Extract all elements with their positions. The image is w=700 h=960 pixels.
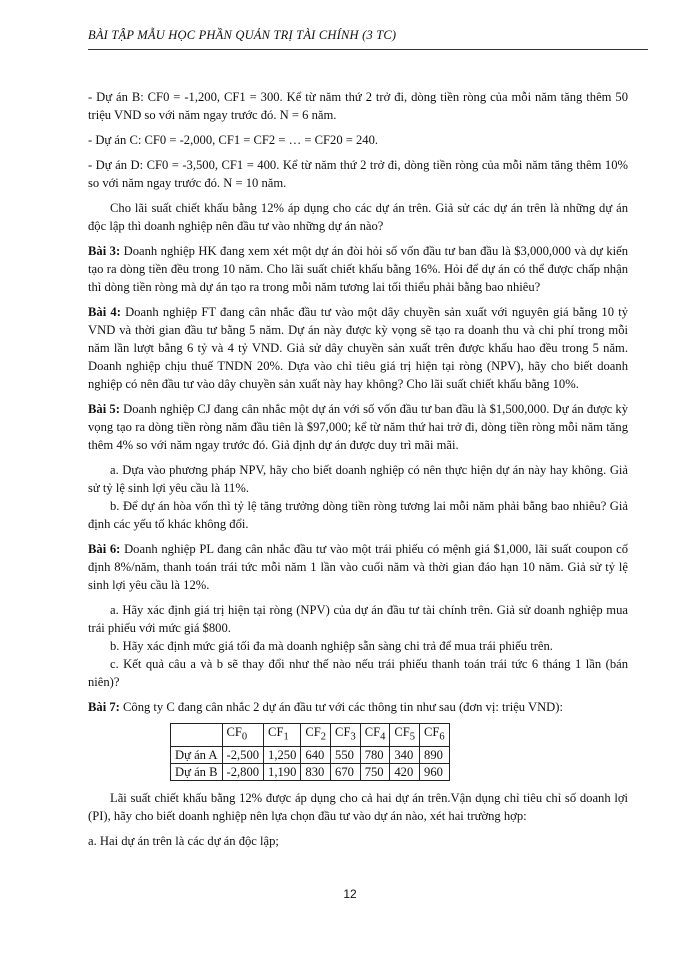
page-number: 12 [343,887,357,901]
table-cell: -2,800 [222,763,264,780]
table-header-cell: $CF_0$ [222,724,264,747]
table-corner-cell [171,724,223,747]
table-cell: 890 [420,746,450,763]
table-cell: 750 [360,763,390,780]
table-cell: 670 [331,763,361,780]
exercise-4 [88,303,628,393]
exercise-3-text: Doanh nghiệp HK đang xem xét một dự án đòi hỏi số vốn đầu tư ban đầu là $3,000,000 và dự kiến tạo ra dòng tiền đều trong 10 năm. Cho lãi suất chiết khấu bằng 16%. Hỏi để dự án có thể được chấp nhận thì dòng tiền ròng mà dự án tạo ra trong mỗi năm tương lai tối thiểu phải bằng bao nhiêu? [88,244,628,294]
table-cell: 780 [360,746,390,763]
exercise-7-case-a: a. Hai dự án trên là các dự án độc lập; [88,833,279,848]
exercise-4-label: Bài 4: [88,305,121,319]
exercise-5-item-a: a. Dựa vào phương pháp NPV, hãy cho biết doanh nghiệp có nên thực hiện dự án này hay không. Giả sử tỷ lệ sinh lợi yêu cầu là 11%. [88,463,628,495]
exercise-5-label: Bài 5: [88,402,120,416]
table-cell: 640 [301,746,331,763]
table-row [171,763,450,780]
exercise-6-label: Bài 6: [88,542,121,556]
exercise-6-item-b: b. Hãy xác định mức giá tối đa mà doanh nghiệp sẵn sàng chi trả để mua trái phiếu trên. [110,639,553,653]
exercise-5-text: Doanh nghiệp CJ đang cân nhắc một dự án với số vốn đầu tư ban đầu là $1,500,000. Dự án được kỳ vọng tạo ra dòng tiền ròng năm đầu tiên là $97,000; kể từ năm thứ hai trở đi, dòng tiền ròng mỗi năm tăng thêm 4% so với năm ngay trước đó. Giả định dự án được duy trì mãi mãi. [88,402,628,452]
table-header-cell: $CF_2$ [301,724,331,747]
project-d: - Dự án D: CF0 = -3,500, CF1 = 400. Kể từ năm thứ 2 trở đi, dòng tiền ròng của mỗi năm tăng thêm 10% so với năm ngay trước đó. N = 10 năm. [88,158,628,190]
exercise-5 [88,400,628,454]
cashflow-table [170,723,450,781]
exercise-3 [88,242,628,296]
table-row-label: Dự án B [171,763,223,780]
exercise-7-label: Bài 7: [88,700,120,714]
table-header-cell: $CF_5$ [390,724,420,747]
table-cell: 960 [420,763,450,780]
table-cell: 420 [390,763,420,780]
table-row [171,746,450,763]
exercise-6-item-c: c. Kết quả câu a và b sẽ thay đổi như thế nào nếu trái phiếu thanh toán trái tức 6 tháng 1 lần (bán niên)? [88,657,628,689]
exercise-7 [88,698,628,716]
exercise-6-item-a: a. Hãy xác định giá trị hiện tại ròng (NPV) của dự án đầu tư tài chính trên. Giả sử doanh nghiệp mua trái phiếu với mức giá $800. [88,603,628,635]
exercise-7-text: Công ty C đang cân nhắc 2 dự án đầu tư với các thông tin như sau (đơn vị: triệu VND): [119,700,563,714]
table-cell: 830 [301,763,331,780]
table-header-cell: $CF_1$ [264,724,301,747]
exercise-6 [88,540,628,594]
table-cell: -2,500 [222,746,264,763]
exercise-7-question: Lãi suất chiết khấu bằng 12% được áp dụng cho cả hai dự án trên.Vận dụng chỉ tiêu chỉ số doanh lợi (PI), hãy cho biết doanh nghiệp nên lựa chọn đầu tư vào dự án nào, xét hai trường hợp: [88,790,628,823]
exercise-conclusion: Cho lãi suất chiết khấu bằng 12% áp dụng cho các dự án trên. Giả sử các dự án trên là những dự án độc lập thì doanh nghiệp nên đầu tư vào những dự án nào? [88,201,628,233]
page-header: BÀI TẬP MẪU HỌC PHẦN QUẢN TRỊ TÀI CHÍNH (3 TC) [88,28,648,50]
exercise-5-item-b: b. Để dự án hòa vốn thì tỷ lệ tăng trưởng dòng tiền ròng tương lai mỗi năm phải bằng bao nhiêu? Giả định các yếu tố khác không đổi. [88,499,628,531]
project-b: - Dự án B: CF0 = -1,200, CF1 = 300. Kể từ năm thứ 2 trở đi, dòng tiền ròng của mỗi năm tăng thêm 50 triệu VND so với năm ngay trước đó. N = 6 năm. [88,90,628,122]
exercise-4-text: Doanh nghiệp FT đang cân nhắc đầu tư vào một dây chuyền sản xuất với nguyên giá bằng 10 tỷ VND và thời gian đầu tư bằng 5 năm. Dự án này được kỳ vọng sẽ tạo ra doanh thu và chi phí trong mỗi năm lần lượt bằng 6 tỷ và 4 tỷ VND. Giả sử dây chuyền sản xuất trên được khấu hao đều trong 5 năm. Doanh nghiệp chịu thuế TNDN 20%. Dựa vào chỉ tiêu giá trị hiện tại ròng (NPV), hãy cho biết doanh nghiệp có nên đầu tư vào dây chuyền sản xuất này hay không? Cho lãi suất chiết khấu bằng 10%. [88,305,628,391]
exercise-6-text: Doanh nghiệp PL đang cân nhắc đầu tư vào một trái phiếu có mệnh giá $1,000, lãi suất coupon cố định 8%/năm, thanh toán trái tức mỗi năm 1 lần vào cuối năm và thời gian đáo hạn 10 năm. Giả sử tỷ lệ sinh lợi yêu cầu là 12%. [88,542,628,592]
exercise-5-items [88,461,628,533]
table-header-row [171,724,450,747]
table-header-cell: $CF_4$ [360,724,390,747]
table-cell: 1,250 [264,746,301,763]
table-row-label: Dự án A [171,746,223,763]
table-header-cell: $CF_3$ [331,724,361,747]
exercise-6-items [88,601,628,691]
table-cell: 1,190 [264,763,301,780]
exercise-3-label: Bài 3: [88,244,121,258]
table-cell: 550 [331,746,361,763]
table-cell: 340 [390,746,420,763]
page-content [88,88,628,857]
table-header-cell: $CF_6$ [420,724,450,747]
project-c: - Dự án C: CF0 = -2,000, CF1 = CF2 = … = CF20 = 240. [88,133,379,147]
